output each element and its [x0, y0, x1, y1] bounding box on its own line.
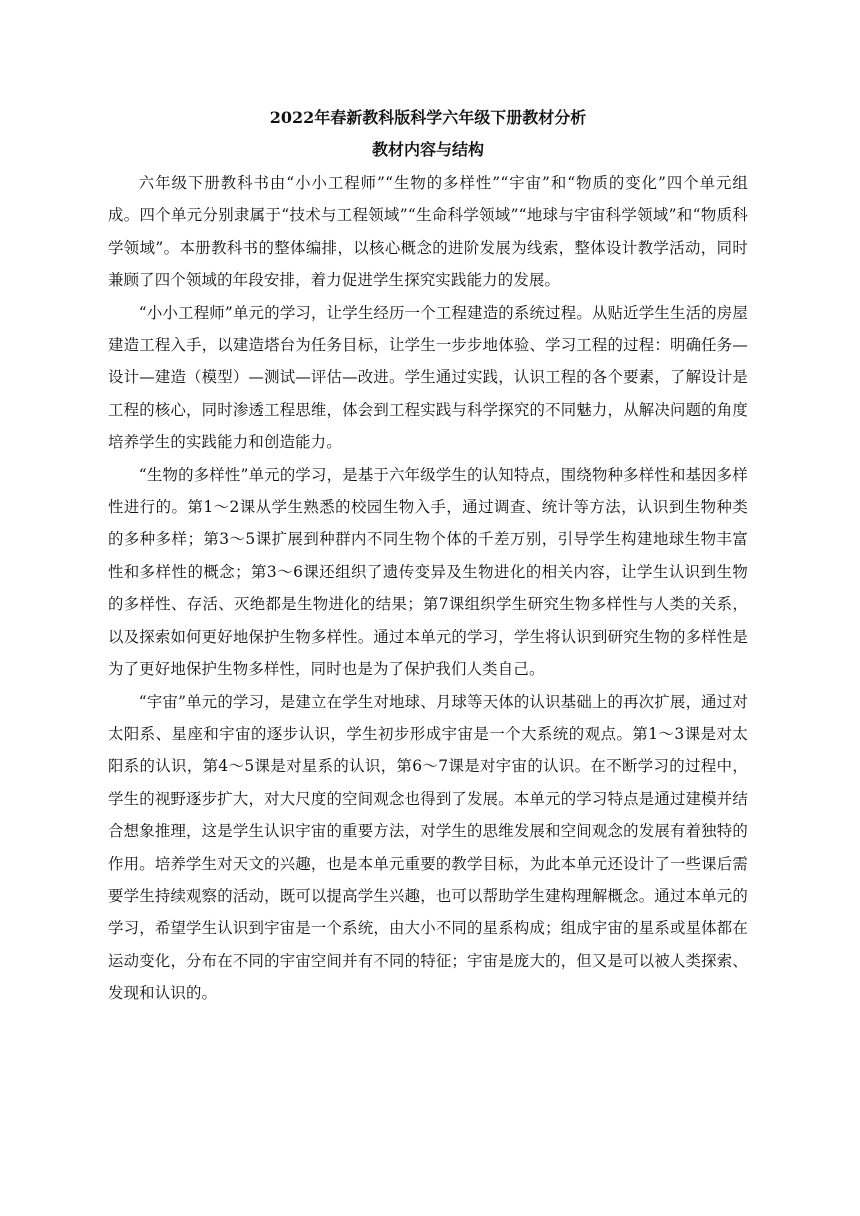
paragraph-engineer-unit: “小小工程师”单元的学习，让学生经历一个工程建造的系统过程。从贴近学生生活的房屋建造工程入手，以建造塔台为任务目标，让学生一步步地体验、学习工程的过程：明确任务—设计—建造（模型）—测试—评估—改进。学生通过实践，认识工程的各个要素，了解设计是工程的核心，同时渗透工程思维，体会到工程实践与科学探究的不同魅力，从解决问题的角度培养学生的实践能力和创造能力。	[108, 303, 748, 452]
paragraph-biodiversity-unit: “生物的多样性”单元的学习，是基于六年级学生的认知特点，围绕物种多样性和基因多样性进行的。第1～2课从学生熟悉的校园生物入手，通过调查、统计等方法，认识到生物种类的多种多样；第3～5课扩展到种群内不同生物个体的千差万别，引导学生构建地球生物丰富性和多样性的概念；第3～6课还组织了遗传变异及生物进化的相关内容，让学生认识到生物的多样性、存活、灭绝都是生物进化的结果；第7课组织学生研究生物多样性与人类的关系，以及探索如何更好地保护生物多样性。通过本单元的学习，学生将认识到研究生物的多样性是为了更好地保护生物多样性，同时也是为了保护我们人类自己。	[108, 465, 748, 679]
document-title: 2022年春新教科版科学六年级下册教材分析	[269, 108, 587, 127]
document-page	[108, 102, 748, 1010]
section-heading: 教材内容与结构	[371, 140, 484, 159]
paragraph-universe-unit: “宇宙”单元的学习，是建立在学生对地球、月球等天体的认识基础上的再次扩展，通过对太阳系、星座和宇宙的逐步认识，学生初步形成宇宙是一个大系统的观点。第1～3课是对太阳系的认识，第4～5课是对星系的认识，第6～7课是对宇宙的认识。在不断学习的过程中，学生的视野逐步扩大，对大尺度的空间观念也得到了发展。本单元的学习特点是通过建模并结合想象推理，这是学生认识宇宙的重要方法，对学生的思维发展和空间观念的发展有着独特的作用。培养学生对天文的兴趣，也是本单元重要的教学目标，为此本单元还设计了一些课后需要学生持续观察的活动，既可以提高学生兴趣，也可以帮助学生建构理解概念。通过本单元的学习，希望学生认识到宇宙是一个系统，由大小不同的星系构成；组成宇宙的星系或星体都在运动变化，分布在不同的宇宙空间并有不同的特征；宇宙是庞大的，但又是可以被人类探索、发现和认识的。	[108, 692, 748, 1003]
paragraph-overview: 六年级下册教科书由“小小工程师”“生物的多样性”“宇宙”和“物质的变化”四个单元组成。四个单元分别隶属于“技术与工程领域”“生命科学领域”“地球与宇宙科学领域”和“物质科学领域”。本册教科书的整体编排，以核心概念的进阶发展为线索，整体设计教学活动，同时兼顾了四个领域的年段安排，着力促进学生探究实践能力的发展。	[108, 174, 748, 290]
